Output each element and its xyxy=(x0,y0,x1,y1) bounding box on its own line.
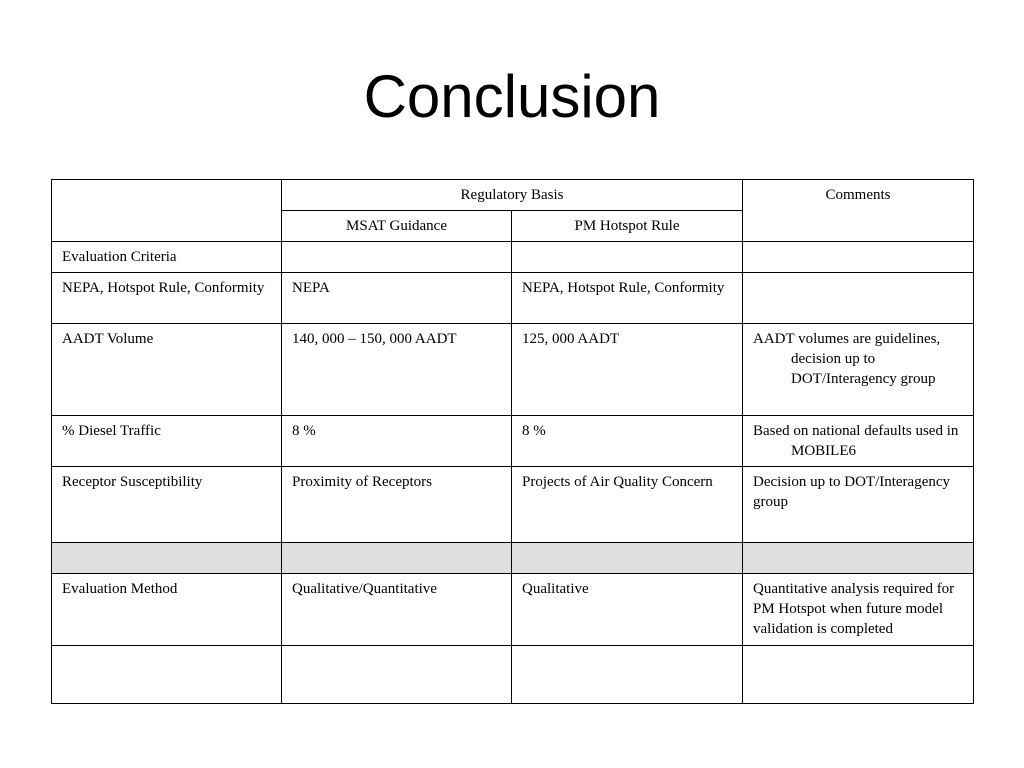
empty-cell xyxy=(512,646,743,704)
table-row xyxy=(52,242,974,273)
comments-cell xyxy=(743,324,974,416)
pm-cell xyxy=(512,467,743,543)
empty-cell xyxy=(743,646,974,704)
msat-cell: NEPA xyxy=(282,273,512,324)
comments-cell-text: AADT volumes are guidelines, decision up to DOT/Interagency group xyxy=(753,331,941,387)
pm-cell xyxy=(512,273,743,324)
header-pm-hotspot-rule: PM Hotspot Rule xyxy=(512,211,743,242)
empty-row xyxy=(52,646,974,704)
empty-cell xyxy=(282,646,512,704)
msat-cell xyxy=(282,242,512,273)
pm-cell-text: NEPA, Hotspot Rule, Conformity xyxy=(522,280,725,296)
slide-title: Conclusion xyxy=(363,63,661,130)
header-empty-cell xyxy=(52,180,282,242)
empty-cell xyxy=(52,543,282,574)
msat-cell: 140, 000 – 150, 000 AADT xyxy=(282,324,512,416)
table-row xyxy=(52,273,974,324)
table-row xyxy=(52,416,974,467)
comments-cell xyxy=(743,242,974,273)
pm-cell xyxy=(512,242,743,273)
row-label: Evaluation Method xyxy=(52,574,282,646)
pm-cell-text: Projects of Air Quality Concern xyxy=(522,474,713,490)
msat-cell: 8 % xyxy=(282,416,512,467)
empty-cell xyxy=(282,543,512,574)
comments-cell: Decision up to DOT/Interagency group xyxy=(743,467,974,543)
row-label: Evaluation Criteria xyxy=(52,242,282,273)
row-label-text: NEPA, Hotspot Rule, Conformity xyxy=(62,280,265,296)
header-regulatory-basis: Regulatory Basis xyxy=(282,180,743,211)
pm-cell: 8 % xyxy=(512,416,743,467)
comments-cell xyxy=(743,416,974,467)
pm-cell: Qualitative xyxy=(512,574,743,646)
header-comments: Comments xyxy=(743,180,974,242)
msat-cell: Proximity of Receptors xyxy=(282,467,512,543)
comments-cell xyxy=(743,273,974,324)
comments-cell-text: Based on national defaults used in MOBILE6 xyxy=(753,423,959,459)
msat-cell: Qualitative/Quantitative xyxy=(282,574,512,646)
empty-cell xyxy=(52,646,282,704)
empty-cell xyxy=(512,543,743,574)
row-label: % Diesel Traffic xyxy=(52,416,282,467)
comparison-table xyxy=(51,179,974,704)
row-label: AADT Volume xyxy=(52,324,282,416)
pm-cell: 125, 000 AADT xyxy=(512,324,743,416)
empty-cell xyxy=(743,543,974,574)
shaded-separator-row xyxy=(52,543,974,574)
comments-cell: Quantitative analysis required for PM Hotspot when future model validation is completed xyxy=(743,574,974,646)
table-row xyxy=(52,467,974,543)
row-label xyxy=(52,273,282,324)
table-row xyxy=(52,324,974,416)
row-label: Receptor Susceptibility xyxy=(52,467,282,543)
header-row xyxy=(52,180,974,211)
table-row xyxy=(52,574,974,646)
header-msat-guidance: MSAT Guidance xyxy=(282,211,512,242)
